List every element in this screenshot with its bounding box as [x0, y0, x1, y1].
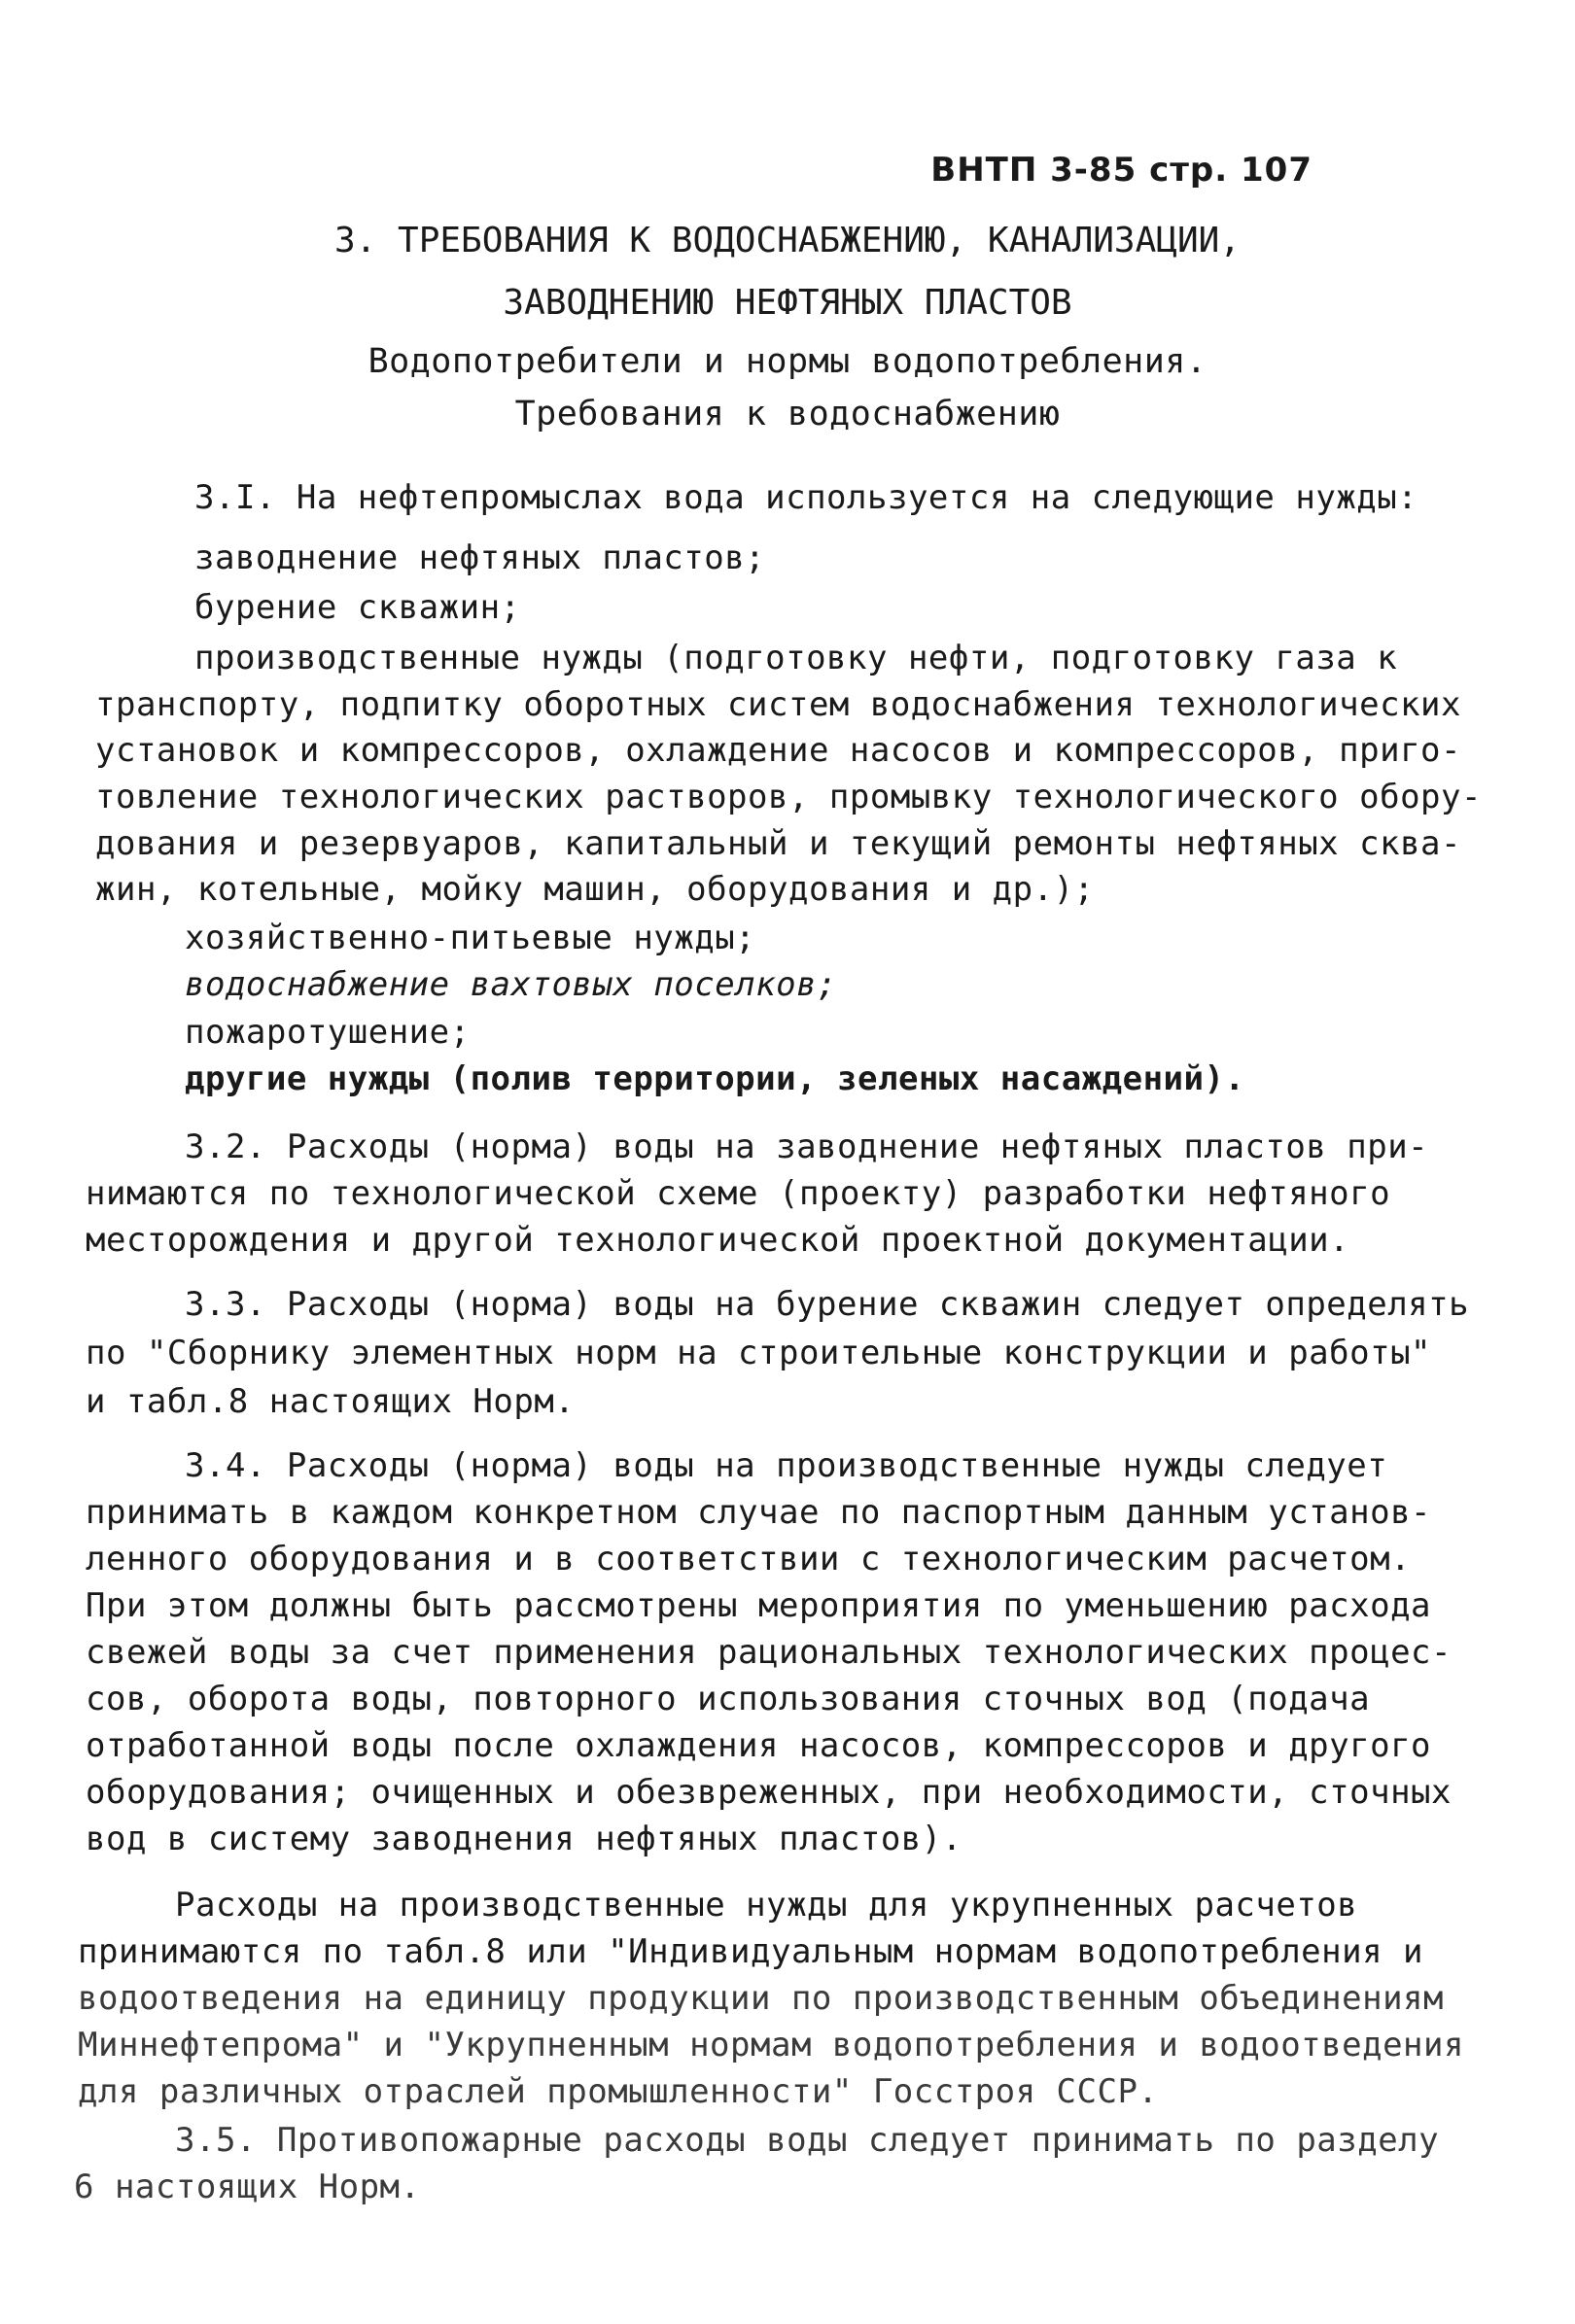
body-line: вод в систему заводнения нефтяных пластов). — [86, 1820, 962, 1858]
list-item: другие нужды (полив территории, зеленых насаждений). — [185, 1059, 1245, 1098]
body-line: жин, котельные, мойку машин, оборудования и др.); — [95, 870, 1095, 909]
body-line: При этом должны быть рассмотрены мероприятия по уменьшению расхода — [86, 1586, 1432, 1625]
body-line: 6 настоящих Норм. — [74, 2168, 421, 2206]
body-line: транспорту, подпитку оборотных систем водоснабжения технологических — [95, 685, 1461, 724]
paragraph-3-1-line: 3.I. На нефтепромыслах вода используется на следующие нужды: — [194, 478, 1418, 517]
document-code-header: ВНТП 3-85 стр. 107 — [930, 151, 1312, 190]
section-title-line-1: 3. ТРЕБОВАНИЯ К ВОДОСНАБЖЕНИЮ, КАНАЛИЗАЦИИ, — [334, 221, 1241, 260]
body-line: дования и резервуаров, капитальный и текущий ремонты нефтяных сква- — [95, 824, 1461, 863]
paragraph-consumption-line: Расходы на производственные нужды для укрупненных расчетов — [175, 1886, 1358, 1925]
body-line: для различных отраслей промышленности" Госстроя СССР. — [78, 2072, 1159, 2111]
list-item: бурение скважин; — [194, 588, 521, 627]
body-line: принимать в каждом конкретном случае по паспортным данным установ- — [86, 1493, 1432, 1532]
body-line: сов, оборота воды, повторного использования сточных вод (подача — [86, 1680, 1371, 1718]
body-line: месторождения и другой технологической проектной документации. — [86, 1221, 1350, 1260]
body-line: нимаются по технологической схеме (проекту) разработки нефтяного — [86, 1174, 1391, 1213]
body-line: оборудования; очищенных и обезвреженных, при необходимости, сточных — [86, 1773, 1452, 1812]
list-item: производственные нужды (подготовку нефти, подготовку газа к — [194, 639, 1398, 677]
body-line: и табл.8 настоящих Норм. — [86, 1382, 576, 1421]
paragraph-3-4-line: 3.4. Расходы (норма) воды на производственные нужды следует — [185, 1446, 1388, 1485]
body-line: отработанной воды после охлаждения насосов, компрессоров и другого — [86, 1726, 1432, 1765]
list-item: водоснабжение вахтовых поселков; — [185, 965, 838, 1004]
list-item: заводнение нефтяных пластов; — [194, 538, 766, 577]
subsection-title-line-2: Требования к водоснабжению — [514, 395, 1061, 434]
body-line: установок и компрессоров, охлаждение насосов и компрессоров, приго- — [95, 731, 1461, 770]
body-line: товление технологических растворов, промывку технологического обору- — [95, 778, 1482, 816]
body-line: свежей воды за счет применения рациональных технологических процес- — [86, 1633, 1452, 1672]
list-item: пожаротушение; — [185, 1013, 471, 1052]
section-title-line-2: ЗАВОДНЕНИЮ НЕФТЯНЫХ ПЛАСТОВ — [503, 283, 1072, 323]
body-line: принимаются по табл.8 или "Индивидуальным нормам водопотребления и — [78, 1932, 1424, 1971]
paragraph-3-2-line: 3.2. Расходы (норма) воды на заводнение нефтяных пластов при- — [185, 1127, 1429, 1166]
body-line: Миннефтепрома" и "Укрупненным нормам водопотребления и водоотведения — [78, 2026, 1464, 2064]
body-line: ленного оборудования и в соответствии с технологическим расчетом. — [86, 1540, 1412, 1578]
paragraph-3-5-line: 3.5. Противопожарные расходы воды следует принимать по разделу — [175, 2121, 1440, 2160]
subsection-title-line-1: Водопотребители и нормы водопотребления. — [368, 342, 1208, 381]
body-line: водоотведения на единицу продукции по производственным объединениям — [78, 1979, 1444, 2018]
paragraph-3-3-line: 3.3. Расходы (норма) воды на бурение скважин следует определять — [185, 1285, 1470, 1324]
body-line: по "Сборнику элементных норм на строительные конструкции и работы" — [86, 1334, 1432, 1372]
list-item: хозяйственно-питьевые нужды; — [185, 919, 756, 957]
